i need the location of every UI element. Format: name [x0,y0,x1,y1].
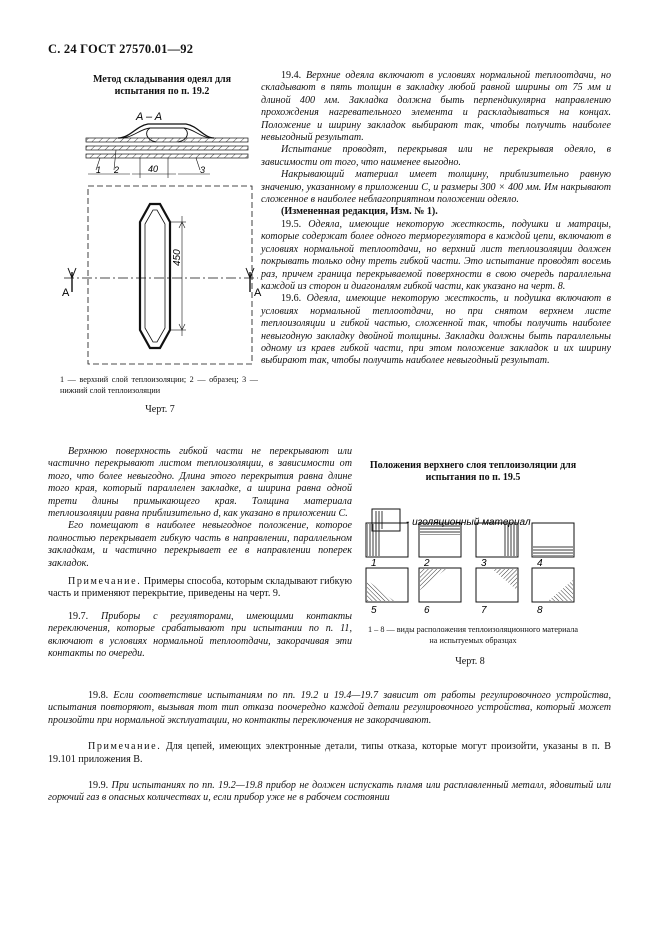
section-mark-right: A [254,287,262,299]
fig8-num-1: 1 [371,558,377,569]
fig8-legend-label: - изоляционный материал [406,517,531,528]
figure7-chert: Черт. 7 [145,404,175,415]
dimension-450: 450 [172,249,183,266]
p19-4-num: 19.4. [281,70,302,81]
right-column [261,70,611,368]
plan-view [64,186,258,364]
p19-5-text: Одеяла, имеющие некоторую жесткость, подушки и матрацы, которые содержат более одного терморегулятора в каждой цепи, включают в условиях нормальной теплоотдачи, но верхний лист теплоизоляции должен покрывать только одну треть гибкой части. Это испытание проводят восемь раз, причем граница перекрываемой поверхности в свою очередь параллельна каждой из сторон и диагоналям гибкой части, как указано на черт. 8. [261,218,611,292]
bottom-note-text: Для цепей, имеющих электронные детали, типы отказа, которые могут произойти, указаны в п. В 19.101 приложения В. [48,741,611,765]
figure8-caption: Положения верхнего слоя теплоизоляции для испытания по п. 19.5 [369,460,577,483]
fig8-num-6: 6 [424,605,430,616]
p19-4-c: Накрывающий материал имеет толщину, приблизительно равную значению, указанному в приложении С, и размеры 300 × 400 мм. Им накрывают сложенное в наиболее неблагоприятном положении одеяло. [261,169,611,206]
amendment-note: (Измененная редакция, Изм. № 1). [281,206,438,218]
bottom-note-label: Примечание. [88,741,162,753]
left-note-text: Примеры способа, которым складывают гибкую часть и применяют перекрытие, приведены на черт. 9. [48,576,352,600]
fig8-num-4: 4 [537,558,543,569]
p19-8-num: 19.8. [88,690,109,701]
callout-2: 2 [114,165,120,175]
section-mark-left: A [62,287,70,299]
figure8-legend: 1 – 8 — виды расположения теплоизоляционного материала на испытуемых образцах [368,625,578,645]
p19-8-text: Если соответствие испытаниям по пп. 19.2 и 19.4—19.7 зависит от работы регулировочного устройства, испытания повторяют, вызывая тот тип отказа поочередно каждой детали регулировочного устройства, который может произойти при нормальной эксплуатации, но контакты переключения не закорачивают. [48,690,611,726]
bottom-section [48,690,611,805]
callout-3: 3 [200,165,206,175]
left-column [48,446,352,661]
p19-6-text: Одеяла, имеющие некоторую жесткость, и подушка включают в условиях нормальной теплоотдачи, но при снятом верхнем листе теплоизоляции и гибкой частью, сложенной так, чтобы получить наиболее невыгодную закладку двойной толщины. Закладки должны быть параллельны одному из краев гибкой части, при этом положение закладок и их ширину выбирают так, чтобы получить наиболее невыгодный результат. [261,293,611,367]
page-header: С. 24 ГОСТ 27570.01—92 [48,42,194,56]
figure7-legend: 1 — верхний слой теплоизоляции; 2 — образец; 3 — нижний слой теплоизоляции [60,375,258,395]
left-p2: Его помещают в наиболее невыгодное положение, которое полностью перекрывает гибкую часть в направлении, параллельном закладкам, и частично перекрывает ее в направлении поперек закладок. [48,520,352,569]
p19-4-text: Верхние одеяла включают в условиях нормальной теплоотдачи, но складывают в пять толщин в закладку любой равной ширины от 75 мм и длиной 400 мм. Закладка должна быть перпендикулярна направлению прохождения нагревательного элемента и раскладываться на концах. Положение и ширину закладок выбирают так, чтобы получить наиболее невыгодный результат. [261,70,611,144]
fig8-num-7: 7 [481,605,487,616]
callout-1: 1 [96,165,102,175]
dimension-40: 40 [148,164,159,174]
figure7-caption: Метод складывания одеял для испытания по п. 19.2 [92,74,232,97]
fig8-num-3: 3 [481,558,487,569]
section-label: A – A [136,111,163,123]
p19-9-text: При испытаниях по пп. 19.2—19.8 прибор не должен испускать пламя или расплавленный металл, ядовитый или горючий газ в опасных количествах и, если прибор уже не в рабочем состоянии [48,780,611,804]
p19-5-num: 19.5. [281,218,302,230]
figure8-chert: Черт. 8 [455,656,485,667]
p19-9-num: 19.9. [88,780,109,792]
fig8-num-5: 5 [371,605,377,616]
p19-4-b: Испытание проводят, перекрывая или не перекрывая одеяло, в зависимости от того, что наименее выгодно. [261,144,611,168]
fig8-num-2: 2 [424,558,430,569]
p19-7-text: Приборы с регуляторами, имеющими контакты переключения, которые срабатывают при испытании по п. 11, включают в условиях нормальной теплоотдачи, закорачивая эти контакты по очереди. [48,610,352,660]
left-p1: Верхнюю поверхность гибкой части не перекрывают или частично перекрывают листом теплоизоляции, в зависимости от того, что более невыгодно. Длина этого перекрытия равна длине того края, который параллелен закладке, а ширина равна одной трети длины примыкающего края. Толщина материала теплоизоляции равна приблизительно d, как указано в приложении С. [48,446,352,520]
left-note-label: Примечание. [68,576,142,588]
p19-6-num: 19.6. [281,293,302,305]
p19-7-num: 19.7. [68,610,89,622]
section-view [86,124,248,178]
fig8-num-8: 8 [537,605,543,616]
